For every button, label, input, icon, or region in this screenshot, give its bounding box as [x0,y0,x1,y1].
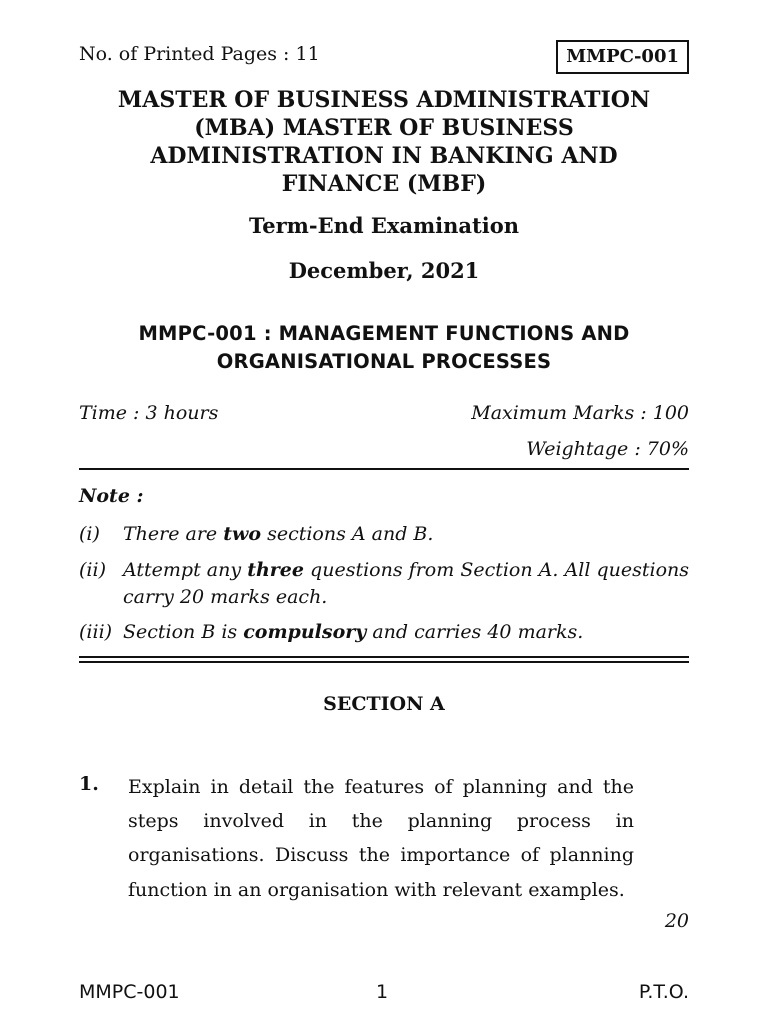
note-heading: Note : [79,485,144,507]
question-number: 1. [79,773,99,795]
note-item-number: (i) [79,523,100,545]
note-item [79,619,689,646]
note-text-part: Section B is [123,621,244,643]
note-text-part: sections A and B. [261,523,434,545]
maximum-marks: Maximum Marks : 100 [471,402,689,424]
note-text-part: There are [123,523,224,545]
question-text: Explain in detail the features of planning and the steps involved in the planning process in organisations. Discuss the importance of planning function in an organisation with relevant examples. [128,776,634,901]
course-title [80,320,688,376]
note-item-text [123,619,689,646]
please-turn-over: P.T.O. [638,981,689,1003]
course-title-line: MMPC-001 : MANAGEMENT FUNCTIONS AND [138,322,630,345]
note-emphasis: two [223,523,262,545]
note-item-number: (iii) [79,621,113,643]
printed-pages-count: No. of Printed Pages : 11 [79,43,320,65]
double-divider-top [79,656,689,658]
note-item-number: (ii) [79,559,106,581]
note-item-text [123,557,689,611]
exam-name: Term-End Examination [248,213,519,238]
divider [79,468,689,470]
page-number: 1 [376,981,389,1003]
note-text-part: and carries 40 marks. [366,621,584,643]
programme-title [80,86,688,198]
course-code-box: MMPC-001 [556,40,689,74]
footer-course-code: MMPC-001 [79,981,180,1003]
note-item [79,521,689,548]
question-marks: 20 [664,910,689,932]
section-heading: SECTION A [323,693,445,715]
programme-title-line: MASTER OF BUSINESS ADMINISTRATION [117,87,651,113]
note-item [79,557,689,611]
note-text-part: questions from Section A. All questions carry 20 marks each. [123,559,690,608]
programme-title-line: FINANCE (MBF) [281,171,487,197]
note-text-part: Attempt any [123,559,248,581]
exam-date: December, 2021 [288,258,480,283]
programme-title-line: ADMINISTRATION IN BANKING AND [150,143,618,169]
note-item-text [123,521,689,548]
weightage: Weightage : 70% [526,438,689,460]
note-emphasis: three [247,559,304,581]
course-title-line: ORGANISATIONAL PROCESSES [216,350,552,373]
double-divider-bottom [79,661,689,663]
programme-title-line: (MBA) MASTER OF BUSINESS [194,115,574,141]
note-emphasis: compulsory [243,621,367,643]
time-allowed: Time : 3 hours [79,402,219,424]
